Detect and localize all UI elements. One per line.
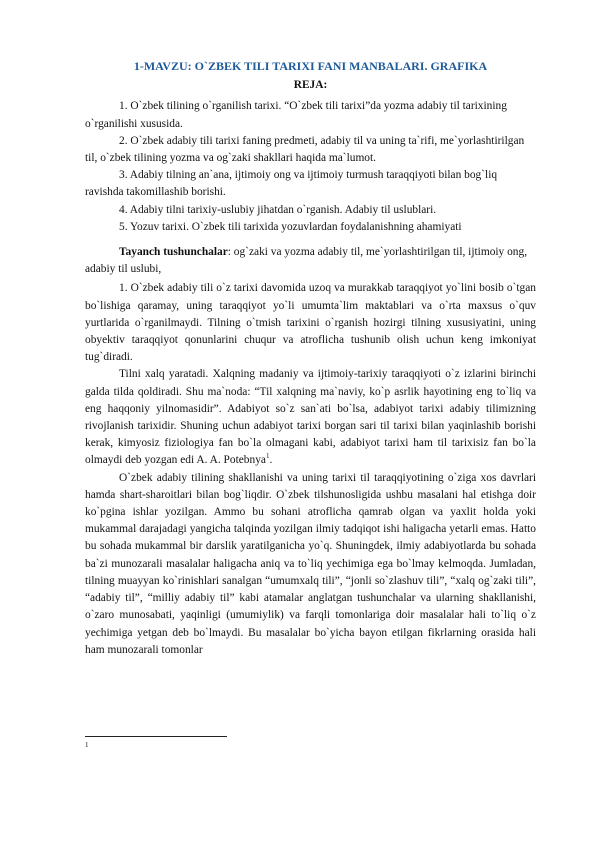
footnote-reference: 1 (265, 452, 270, 461)
plan-item: 3. Adabiy tilning an`ana, ijtimoiy ong va ijtimoiy turmush taraqqiyoti bilan bog`liq ravishda takomillashib borishi. (85, 169, 498, 199)
lecture-title: 1-MAVZU: O`ZBEK TILI TARIXI FANI MANBALARI. GRAFIKA (133, 59, 488, 73)
plan-heading: REJA: (293, 79, 328, 92)
body-paragraph: O`zbek adabiy tilining shakllanishi va uning tarixi til taraqqiyotining o`ziga xos davrlari hamda shart-sharoitlari bilan bog`liqdir. O`zbek tilshunosligida ushbu masalani hal etishga doir ko`pgina ishlar yozilgan. Ammo bu sohani atroflicha qamrab olgan va yaxlit holda yoki mukammal darajadagi yangicha talqinda yozilgan ilmiy tadqiqot ishi haligacha yetarli emas. Hatto bu sohada mukammal bir darslik yaratilganicha yo`q. Shuningdek, ilmiy adabiyotlarda bu sohada ba`zi munozarali masalalar haligacha aniq va to`liq yechimiga ega bo`lmay kelmoqda. Jumladan, tilning muayyan ko`rinishlari sanalgan “umumxalq tili”, “jonli so`zlashuv tili”, “xalq og`zaki tili”, “adabiy til”, “milliy adabiy til” kabi atamalar anglatgan tushunchalar va ularning shakllanishi, o`zaro munosabati, yaqinligi (umumiylik) va farqli tomonlariga doir masalalar hali to`liq o`z yechimiga yetgan deb bo`lmaydi. Bu masalalar bo`yicha bayon etilgan fikrlarning orasida hali ham munozarali tomonlar (85, 471, 536, 656)
key-terms-label: Tayanch tushunchalar (119, 246, 228, 259)
plan-item: 5. Yozuv tarixi. O`zbek tili tarixida yozuvlardan foydalanishning ahamiyati (119, 220, 462, 233)
footnote-mark: 1 (85, 741, 89, 749)
plan-item: 2. O`zbek adabiy tili tarixi faning predmeti, adabiy til va uning ta`rifi, me`yorlashtirilgan til, o`zbek tilining yozma va og`zaki shakllari haqida ma`lumot. (85, 134, 525, 165)
body-paragraph-end: . (269, 454, 273, 467)
page-content (85, 58, 536, 659)
key-terms-text: : og`zaki va yozma adabiy til, me`yorlashtirilgan til, ijtimoiy ong, adabiy til uslubi, (85, 246, 528, 276)
body-text (85, 280, 536, 658)
footnote-separator (85, 736, 227, 737)
key-terms (85, 244, 536, 278)
body-paragraph (85, 366, 536, 469)
plan-item: 4. Adabiy tilni tarixiy-uslubiy jihatdan o`rganish. Adabiy til uslublari. (119, 203, 437, 216)
plan-list (85, 98, 536, 236)
body-paragraph-text: Tilni xalq yaratadi. Xalqning madaniy va ijtimoiy-tarixiy taraqqiyoti o`z izlarini birinchi galda tilda qoldiradi. Shu ma`noda: “Til xalqning ma`naviy, ko`p asrlik hayotining eng to`liq va eng haqqoniy yilnomasidir”. Adabiyot so`z san`ati bo`lsa, adabiyot tarixi adabiy tilimizning rivojlanish tarixidir. Shuning uchun adabiyot tarixi borgan sari til tarixi bilan yaqinlashib borishi kerak, kimyosiz fiziologiya fan bo`la olmagani kabi, adabiyot tarixi ham til tarixisiz fan bo`la olmaydi deb yozgan edi A. A. Potebnya (85, 368, 536, 467)
plan-item: 1. O`zbek tilining o`rganilish tarixi. “O`zbek tili tarixi”da yozma adabiy til tarixining o`rganilishi xususida. (85, 100, 507, 130)
body-paragraph: 1. O`zbek adabiy tili o`z tarixi davomida uzoq va murakkab taraqqiyot yo`lini bosib o`tgan bo`lishiga qaramay, uning taraqqiyot yo`li umumta`lim maktablari va o`rta maxsus o`quv yurtlarida o`rganilmaydi. Tilning o`tmish tarixini o`rganish hozirgi tilning xususiyatini, uning obyektiv taraqqiyot qonunlarini chuqur va atroflicha tushunib olish uchun keng imkoniyat tug`diradi. (85, 282, 536, 364)
